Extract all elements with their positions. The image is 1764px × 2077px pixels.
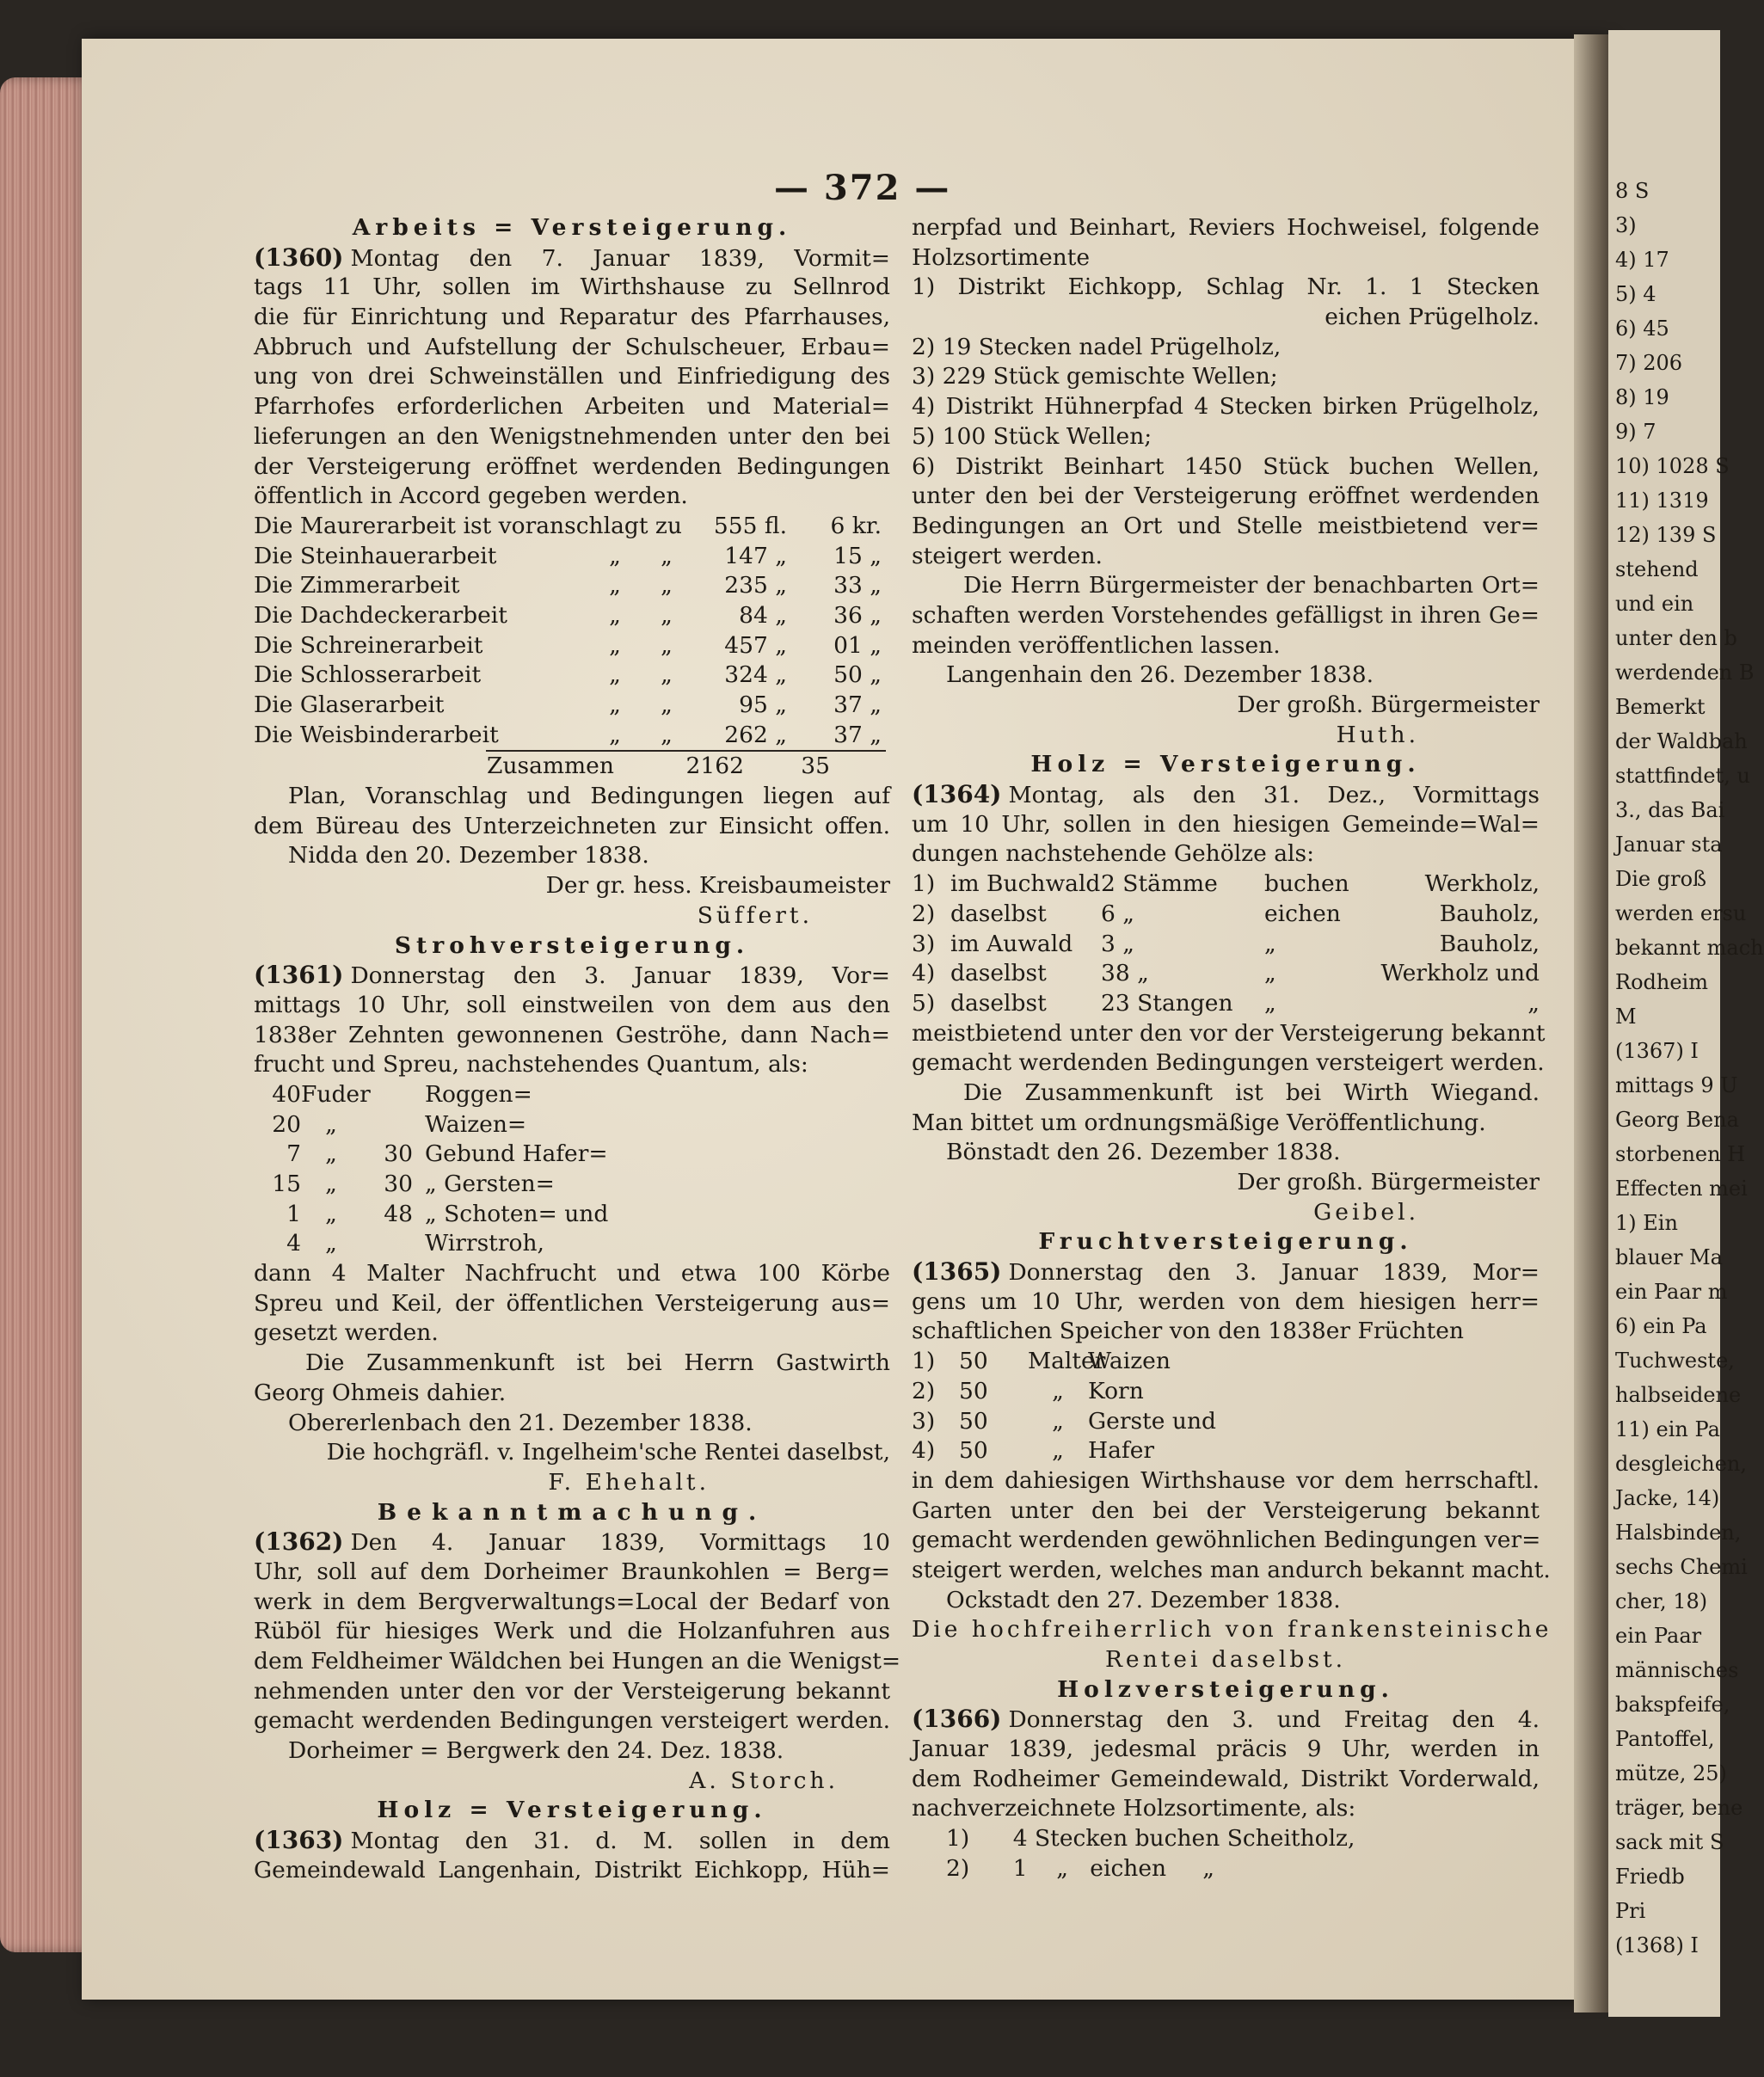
ad-1362-place-date: Dorheimer = Bergwerk den 24. Dez. 1838. — [288, 1737, 784, 1765]
adjacent-page-text: sack mit S — [1615, 1830, 1724, 1854]
quantity-d: Roggen= — [425, 1080, 532, 1108]
adjacent-page-text: blauer Ma — [1615, 1245, 1723, 1269]
adjacent-page-text: stattfindet, u — [1615, 764, 1750, 788]
wood-n: 4) — [912, 960, 936, 987]
quantity-a: 40 — [272, 1080, 301, 1108]
cost-q2: „ — [661, 631, 673, 659]
cost-q2: „ — [661, 661, 673, 689]
grain-row — [912, 1377, 1540, 1407]
wood-n: 1) — [912, 870, 936, 898]
ad-1366-item: 2) 1 „ eichen „ — [946, 1854, 1214, 1882]
adjacent-page-text: (1368) I — [1615, 1933, 1699, 1957]
wood-n: 2) — [912, 900, 936, 927]
ad-1363-line: Gemeindewald Langenhain, Distrikt Eichkopp, Hüh= — [254, 1856, 890, 1883]
ad-1366-item: 1) 4 Stecken buchen Scheitholz, — [946, 1825, 1355, 1853]
ad-1361-heading: Strohversteigerung. — [394, 931, 750, 959]
adjacent-page-text: werdenden B — [1615, 661, 1755, 685]
ad-1362-signer-name: A. Storch. — [689, 1767, 839, 1794]
cost-fl: 324 „ — [724, 661, 787, 689]
wood-u: „ — [1264, 930, 1276, 957]
ad-1363-item: 3) 229 Stück gemischte Wellen; — [912, 363, 1278, 390]
grain-row — [912, 1436, 1540, 1466]
ad-1363-line: Bedingungen an Ort und Stelle meistbietend ver= — [912, 512, 1540, 539]
ad-1366-line: nachverzeichnete Holzsortimente, als: — [912, 1795, 1356, 1822]
ad-1362-line: Rüböl für hiesiges Werk und die Holzanfuhren aus — [254, 1618, 890, 1645]
adjacent-page-text: ein Paar m — [1615, 1280, 1728, 1304]
adjacent-page-text: Effecten mei — [1615, 1177, 1748, 1201]
adjacent-page-text: 4) 17 — [1615, 248, 1669, 272]
ad-1363-request: schaften werden Vorstehendes gefälligst in ihren Ge= — [912, 601, 1540, 629]
grain-u: „ — [1052, 1377, 1064, 1404]
adjacent-page-text: storbenen H — [1615, 1142, 1746, 1166]
cost-trade: Die Weisbinderarbeit — [254, 721, 499, 748]
cost-kr: 50 „ — [833, 661, 882, 689]
ad-1366-line: (1366) Donnerstag den 3. und Freitag den 4. — [912, 1705, 1540, 1734]
ad-1361-meeting: Die Zusammenkunft ist bei Herrn Gastwirth — [305, 1349, 890, 1377]
adjacent-page-text: cher, 18) — [1615, 1589, 1708, 1613]
ad-1363-line: unter den bei der Versteigerung eröffnet werdenden — [912, 482, 1540, 510]
adjacent-page-text: 11) ein Pa — [1615, 1417, 1720, 1441]
sum-kr: 35 — [801, 753, 830, 780]
ad-1365-line: (1365) Donnerstag den 3. Januar 1839, Mor= — [912, 1257, 1540, 1287]
right-column — [912, 213, 1552, 1884]
cost-q2: „ — [661, 721, 673, 748]
ad-1363-line: steigert werden. — [912, 542, 1103, 569]
wood-u: buchen — [1264, 870, 1349, 898]
grain-list — [912, 1347, 1540, 1466]
quantity-b: Fuder — [301, 1080, 371, 1108]
wood-q: 2 Stämme — [1101, 870, 1218, 898]
ad-1364-line: gemacht werdenden Bedingungen versteigert werden. — [912, 1049, 1545, 1077]
ad-1366-line: Januar 1839, jedesmal präcis 9 Uhr, werden in — [912, 1736, 1540, 1763]
ad-1360-line: der Versteigerung eröffnet werdenden Bedingungen — [254, 452, 890, 480]
ad-1364-line: um 10 Uhr, sollen in den hiesigen Gemeinde=Wal= — [912, 810, 1540, 838]
adjacent-page-text: Jacke, 14) — [1615, 1486, 1720, 1510]
ad-1363-signer-title: Der großh. Bürgermeister — [1237, 691, 1540, 718]
quantity-row — [254, 1080, 890, 1110]
wood-row — [912, 870, 1540, 900]
adjacent-page-text: 3) — [1615, 213, 1637, 237]
ad-1363-line: nerpfad und Beinhart, Reviers Hochweisel, folgende — [912, 214, 1540, 241]
quantity-d: „ Schoten= und — [425, 1200, 609, 1227]
grain-u: „ — [1052, 1437, 1064, 1465]
adjacent-page-text: 12) 139 S — [1615, 523, 1717, 547]
cost-kr: 15 „ — [833, 542, 882, 569]
ad-1366-number: (1366) — [912, 1705, 1002, 1734]
adjacent-page-text: 8 S — [1615, 179, 1650, 203]
adjacent-page-text: desgleichen, — [1615, 1452, 1747, 1476]
cost-kr: 36 „ — [833, 601, 882, 629]
cost-q1: „ — [609, 691, 621, 718]
ad-1361-line: (1361) Donnerstag den 3. Januar 1839, Vor= — [254, 961, 890, 990]
ad-1360-place-date: Nidda den 20. Dezember 1838. — [288, 842, 649, 870]
adjacent-page-text: 7) 206 — [1615, 351, 1683, 375]
cost-q2: „ — [661, 601, 673, 629]
ad-1360-signer-name: Süffert. — [697, 901, 813, 929]
quantity-c: 48 — [384, 1200, 413, 1227]
grain-row — [912, 1347, 1540, 1377]
ad-1360-line: Pfarrhofes erforderlichen Arbeiten und Material= — [254, 393, 890, 421]
cost-q2 — [641, 512, 692, 542]
ad-1360-line: tags 11 Uhr, sollen im Wirthshause zu Sellnrod — [254, 273, 890, 301]
straw-quantity-list — [254, 1080, 890, 1259]
quantity-c — [361, 1229, 413, 1259]
ad-1363-request: meinden veröffentlichen lassen. — [912, 631, 1281, 659]
ad-1362-line: Uhr, soll auf dem Dorheimer Braunkohlen = Berg= — [254, 1558, 890, 1585]
ad-1362-line: dem Feldheimer Wäldchen bei Hungen an die Wenigst= — [254, 1648, 901, 1675]
wood-u: „ — [1264, 989, 1276, 1017]
quantity-c — [361, 1110, 413, 1140]
ad-1364-place-date: Bönstadt den 26. Dezember 1838. — [946, 1139, 1341, 1166]
grain-u: Malter — [1028, 1348, 1106, 1375]
adjacent-page-text: männisches — [1615, 1658, 1739, 1682]
adjacent-page-text: stehend — [1615, 557, 1699, 581]
grain-w: Hafer — [1088, 1437, 1155, 1465]
ad-1363-item: 1) Distrikt Eichkopp, Schlag Nr. 1. 1 Stecken — [912, 273, 1540, 301]
adjacent-page-text: unter den b — [1615, 626, 1737, 650]
adjacent-page-text: 1) Ein — [1615, 1211, 1678, 1235]
wood-p: im Auwald — [950, 930, 1073, 957]
adjacent-page-text: M — [1615, 1005, 1637, 1029]
cost-fl: 147 „ — [724, 542, 787, 569]
ad-1362-line: nehmenden unter den vor der Versteigerung bekannt — [254, 1677, 890, 1705]
adjacent-page-text: ein Paar — [1615, 1624, 1702, 1648]
cost-q1: „ — [609, 572, 621, 599]
cost-fl: 95 „ — [739, 691, 787, 718]
quantity-d: „ Gersten= — [425, 1171, 555, 1197]
ad-1362-number: (1362) — [254, 1527, 344, 1557]
adjacent-page-text: 10) 1028 S — [1615, 454, 1730, 478]
adjacent-page-text: Pri — [1615, 1899, 1646, 1923]
ad-1364-signer-title: Der großh. Bürgermeister — [1237, 1169, 1540, 1195]
ad-1361-line: frucht und Spreu, nachstehendes Quantum, als: — [254, 1051, 808, 1078]
ad-1360-line: Plan, Voranschlag und Bedingungen liegen auf — [288, 783, 890, 810]
adjacent-page-text: und ein — [1615, 592, 1694, 616]
adjacent-page-text: 6) 45 — [1615, 316, 1669, 341]
cost-q1: „ — [609, 721, 621, 748]
ad-1365-line: gens um 10 Uhr, werden von dem hiesigen herr= — [912, 1287, 1540, 1315]
adjacent-page-text: werden ersu — [1615, 901, 1747, 925]
ad-1363-item: 2) 19 Stecken nadel Prügelholz, — [912, 333, 1282, 360]
quantity-row — [254, 1140, 890, 1170]
wood-n: 5) — [912, 989, 936, 1017]
adjacent-page-fragment — [1608, 30, 1764, 2017]
cost-kr: 37 „ — [833, 691, 882, 718]
quantity-a: 7 — [286, 1140, 301, 1168]
ad-1364-meeting: Man bittet um ordnungsmäßige Veröffentlichung. — [912, 1109, 1486, 1136]
cost-row — [254, 542, 890, 572]
ad-1365-line: gemacht werdenden gewöhnlichen Bedingungen ver= — [912, 1527, 1541, 1554]
wood-row — [912, 989, 1540, 1019]
ad-1360-line: Abbruch und Aufstellung der Schulscheuer, Erbau= — [254, 333, 890, 360]
wood-q: 3 „ — [1101, 930, 1135, 957]
ad-1362-line: werk in dem Bergverwaltungs=Local der Bedarf von — [254, 1588, 890, 1615]
ad-1364-signer-name: Geibel. — [1313, 1198, 1419, 1226]
cost-row — [254, 631, 890, 661]
ad-1364-heading: Holz = Versteigerung. — [1030, 751, 1421, 778]
grain-n: 2) — [912, 1377, 936, 1404]
wood-w: Werkholz und — [1380, 960, 1540, 987]
ad-1361-place-date: Obererlenbach den 21. Dezember 1838. — [288, 1409, 753, 1436]
adjacent-page-text: 9) 7 — [1615, 420, 1656, 444]
quantity-row — [254, 1229, 890, 1259]
cost-fl: 84 „ — [739, 601, 787, 629]
ad-1364-meeting: Die Zusammenkunft ist bei Wirth Wiegand. — [963, 1078, 1540, 1106]
ad-1360-signer-title: Der gr. hess. Kreisbaumeister — [545, 872, 890, 900]
adjacent-page-text: der Waldbah — [1615, 729, 1748, 753]
cost-kr: 37 „ — [833, 721, 882, 748]
adjacent-page-text: Halsbinden, — [1615, 1521, 1742, 1545]
wood-q: 38 „ — [1101, 960, 1149, 987]
adjacent-page-text: träger, bene — [1615, 1796, 1743, 1820]
ad-1360-line: ung von drei Schweinställen und Einfriedigung des — [254, 363, 890, 390]
cost-trade: Die Schlosserarbeit — [254, 661, 482, 689]
quantity-b: „ — [325, 1230, 337, 1257]
ad-1366-line: dem Rodheimer Gemeindewald, Distrikt Vorderwald, — [912, 1765, 1540, 1792]
cost-fl: 457 „ — [724, 631, 787, 659]
cost-row — [254, 691, 890, 721]
cost-q1: „ — [609, 661, 621, 689]
adjacent-page-text: 6) ein Pa — [1615, 1314, 1707, 1338]
adjacent-page-text: Georg Bena — [1615, 1108, 1739, 1132]
ad-1360-line: öffentlich in Accord gegeben werden. — [254, 482, 688, 510]
adjacent-page-text: bekannt mach — [1615, 936, 1764, 960]
adjacent-page-text: 3., das Bai — [1615, 798, 1725, 822]
ad-1361-line: Spreu und Keil, der öffentlichen Versteigerung aus= — [254, 1289, 890, 1317]
ad-1360-line: (1360) Montag den 7. Januar 1839, Vormit= — [254, 243, 890, 272]
cost-trade: Die Schreinerarbeit — [254, 631, 483, 659]
ad-1365-line: steigert werden, welches man andurch bekannt macht. — [912, 1556, 1551, 1583]
ad-1363-number: (1363) — [254, 1826, 344, 1855]
ad-1361-signer-name: F. Ehehalt. — [548, 1468, 710, 1496]
ad-1366-heading: Holzversteigerung. — [1057, 1675, 1394, 1703]
wood-p: im Buchwald — [950, 870, 1101, 898]
adjacent-page-text: 8) 19 — [1615, 385, 1669, 409]
grain-q: 50 — [959, 1437, 988, 1465]
cost-q2: „ — [661, 691, 673, 718]
ad-1365-heading: Fruchtversteigerung. — [1038, 1228, 1413, 1256]
cost-row — [254, 571, 890, 601]
quantity-d: Gebund Hafer= — [425, 1140, 608, 1168]
ad-1364-number: (1364) — [912, 780, 1002, 809]
cost-sum-row — [486, 750, 886, 782]
ad-1360-heading: Arbeits = Versteigerung. — [352, 214, 792, 241]
cost-q2: „ — [661, 542, 673, 569]
grain-q: 50 — [959, 1348, 988, 1375]
quantity-d: Waizen= — [425, 1110, 527, 1138]
cost-row — [254, 721, 890, 751]
ad-1364-line: meistbietend unter den vor der Versteigerung bekannt — [912, 1019, 1546, 1047]
ad-1361-line: gesetzt werden. — [254, 1319, 439, 1347]
ad-1361-number: (1361) — [254, 961, 344, 990]
cost-trade: Die Zimmerarbeit — [254, 572, 460, 599]
cost-kr: 33 „ — [833, 572, 882, 599]
wood-u: eichen — [1264, 900, 1341, 927]
ad-1365-line: Garten unter den bei der Versteigerung bekannt — [912, 1496, 1540, 1524]
quantity-d: Wirrstroh, — [425, 1230, 544, 1257]
quantity-a: 15 — [272, 1171, 301, 1197]
grain-q: 50 — [959, 1407, 988, 1435]
grain-row — [912, 1407, 1540, 1437]
cost-trade: Die Dachdeckerarbeit — [254, 601, 507, 629]
grain-q: 50 — [959, 1377, 988, 1404]
ad-1361-signer-title: Die hochgräfl. v. Ingelheim'sche Rentei daselbst, — [326, 1439, 890, 1466]
page-number: — 372 — — [774, 168, 951, 208]
ad-1363-item: 6) Distrikt Beinhart 1450 Stück buchen Wellen, — [912, 452, 1540, 480]
ad-1361-meeting: Georg Ohmeis dahier. — [254, 1379, 507, 1406]
ad-1363-line: (1363) Montag den 31. d. M. sollen in dem — [254, 1826, 890, 1855]
cost-trade: Die Glaserarbeit — [254, 691, 445, 718]
grain-u: „ — [1052, 1407, 1064, 1435]
ad-1361-line: mittags 10 Uhr, soll einstweilen von dem aus den — [254, 991, 890, 1018]
adjacent-page-text: Die groß — [1615, 867, 1707, 891]
adjacent-page-text: 11) 1319 — [1615, 489, 1709, 513]
ad-1365-line: in dem dahiesigen Wirthshause vor dem herrschaftl. — [912, 1466, 1540, 1494]
quantity-a: 4 — [286, 1230, 301, 1257]
sum-label: Zusammen — [487, 753, 614, 780]
wood-p: daselbst — [950, 900, 1047, 927]
ad-1362-line: (1362) Den 4. Januar 1839, Vormittags 10 — [254, 1527, 890, 1557]
ad-1364-line: (1364) Montag, als den 31. Dez., Vormittags — [912, 780, 1540, 809]
wood-row — [912, 930, 1540, 960]
ad-1363-line: Holzsortimente — [912, 243, 1091, 271]
adjacent-page-text: Januar sta — [1615, 833, 1723, 857]
quantity-a: 1 — [286, 1200, 301, 1227]
adjacent-page-text: Bemerkt — [1615, 695, 1706, 719]
grain-n: 4) — [912, 1437, 936, 1465]
cost-kr: 01 „ — [833, 631, 882, 659]
cost-trade: Die Steinhauerarbeit — [254, 542, 497, 569]
cost-fl: 235 „ — [724, 572, 787, 599]
cost-q1: „ — [609, 601, 621, 629]
quantity-c: 30 — [384, 1140, 413, 1168]
quantity-a: 20 — [272, 1110, 301, 1138]
grain-n: 3) — [912, 1407, 936, 1435]
cost-q1 — [589, 512, 641, 542]
ad-1360-line: dem Büreau des Unterzeichneten zur Einsicht offen. — [254, 812, 890, 839]
quantity-b: „ — [325, 1110, 337, 1138]
ad-1363-request: Die Herrn Bürgermeister der benachbarten Ort= — [963, 572, 1540, 599]
ad-1363-item: eichen Prügelholz. — [1325, 304, 1540, 331]
wood-row — [912, 900, 1540, 930]
quantity-row — [254, 1110, 890, 1140]
ad-1362-line: gemacht werdenden Bedingungen versteigert werden. — [254, 1707, 890, 1735]
sum-fl: 2162 — [685, 753, 744, 780]
ad-1363-heading: Holz = Versteigerung. — [377, 1797, 767, 1824]
ad-1360-number: (1360) — [254, 243, 344, 272]
adjacent-page-text: (1367) I — [1615, 1039, 1699, 1063]
adjacent-page-text: Tuchweste, — [1615, 1349, 1735, 1373]
quantity-b: „ — [325, 1171, 337, 1197]
quantity-b: „ — [325, 1200, 337, 1227]
quantity-row — [254, 1200, 890, 1230]
cost-fl: 262 „ — [724, 721, 787, 748]
ad-1362-heading: Bekanntmachung. — [377, 1498, 767, 1526]
adjacent-page-text: bakspfeife, — [1615, 1693, 1730, 1717]
adjacent-page-text: sechs Chemi — [1615, 1555, 1748, 1579]
wood-q: 23 Stangen — [1101, 989, 1233, 1017]
cost-table — [254, 512, 890, 751]
wood-n: 3) — [912, 930, 936, 957]
wood-u: „ — [1264, 960, 1276, 987]
grain-w: Waizen — [1088, 1348, 1171, 1375]
cost-row — [254, 661, 890, 691]
grain-w: Korn — [1088, 1377, 1144, 1404]
ad-1365-line: schaftlichen Speicher von den 1838er Früchten — [912, 1318, 1464, 1345]
cost-row — [254, 601, 890, 631]
ad-1365-signer-name: Rentei daselbst. — [1104, 1646, 1347, 1673]
cost-q1: „ — [609, 631, 621, 659]
cost-row — [254, 512, 890, 542]
grain-w: Gerste und — [1088, 1407, 1216, 1435]
ad-1365-number: (1365) — [912, 1257, 1002, 1287]
ad-1364-line: dungen nachstehende Gehölze als: — [912, 840, 1315, 868]
ad-1360-line: die für Einrichtung und Reparatur des Pfarrhauses, — [254, 304, 890, 331]
wood-w: „ — [1527, 989, 1540, 1017]
adjacent-page-text: Friedb — [1615, 1865, 1685, 1889]
left-column — [254, 213, 901, 1886]
ad-1363-signer-name: Huth. — [1336, 721, 1419, 748]
wood-row — [912, 959, 1540, 989]
adjacent-page-text: mütze, 25) — [1615, 1761, 1727, 1785]
cost-q2: „ — [661, 572, 673, 599]
ad-1363-item: 5) 100 Stück Wellen; — [912, 422, 1152, 450]
ad-1365-place-date: Ockstadt den 27. Dezember 1838. — [946, 1586, 1341, 1613]
cost-fl: 555 fl. — [713, 512, 787, 539]
quantity-row — [254, 1170, 890, 1200]
wood-w: Werkholz, — [1424, 870, 1540, 898]
ad-1361-line: 1838er Zehnten gewonnenen Geströhe, dann Nach= — [254, 1021, 890, 1048]
wood-list — [912, 870, 1540, 1018]
wood-w: Bauholz, — [1439, 900, 1540, 927]
wood-q: 6 „ — [1101, 900, 1135, 927]
cost-q1: „ — [609, 542, 621, 569]
adjacent-page-text: mittags 9 U — [1615, 1073, 1738, 1097]
quantity-b: „ — [325, 1140, 337, 1168]
cost-kr: 6 kr. — [830, 512, 882, 539]
adjacent-page-text: Pantoffel, — [1615, 1727, 1715, 1751]
ad-1363-place-date: Langenhain den 26. Dezember 1838. — [946, 661, 1374, 689]
wood-p: daselbst — [950, 989, 1047, 1017]
cost-trade: Die Maurerarbeit ist voranschlagt zu — [254, 512, 682, 539]
ad-1365-signer-title: Die hochfreiherrlich von frankensteinische — [912, 1616, 1552, 1644]
adjacent-page-text: Rodheim — [1615, 970, 1708, 994]
ad-1360-line: lieferungen an den Wenigstnehmenden unter den bei — [254, 422, 890, 450]
quantity-c: 30 — [384, 1171, 413, 1197]
wood-w: Bauholz, — [1439, 930, 1540, 957]
adjacent-page-text: halbseidene — [1615, 1383, 1742, 1407]
quantity-c — [361, 1080, 413, 1110]
ad-1361-line: dann 4 Malter Nachfrucht und etwa 100 Körbe — [254, 1260, 890, 1287]
ad-1363-item: 4) Distrikt Hühnerpfad 4 Stecken birken Prügelholz, — [912, 393, 1540, 421]
adjacent-page-text: 5) 4 — [1615, 282, 1656, 306]
wood-p: daselbst — [950, 960, 1047, 987]
grain-n: 1) — [912, 1348, 936, 1375]
